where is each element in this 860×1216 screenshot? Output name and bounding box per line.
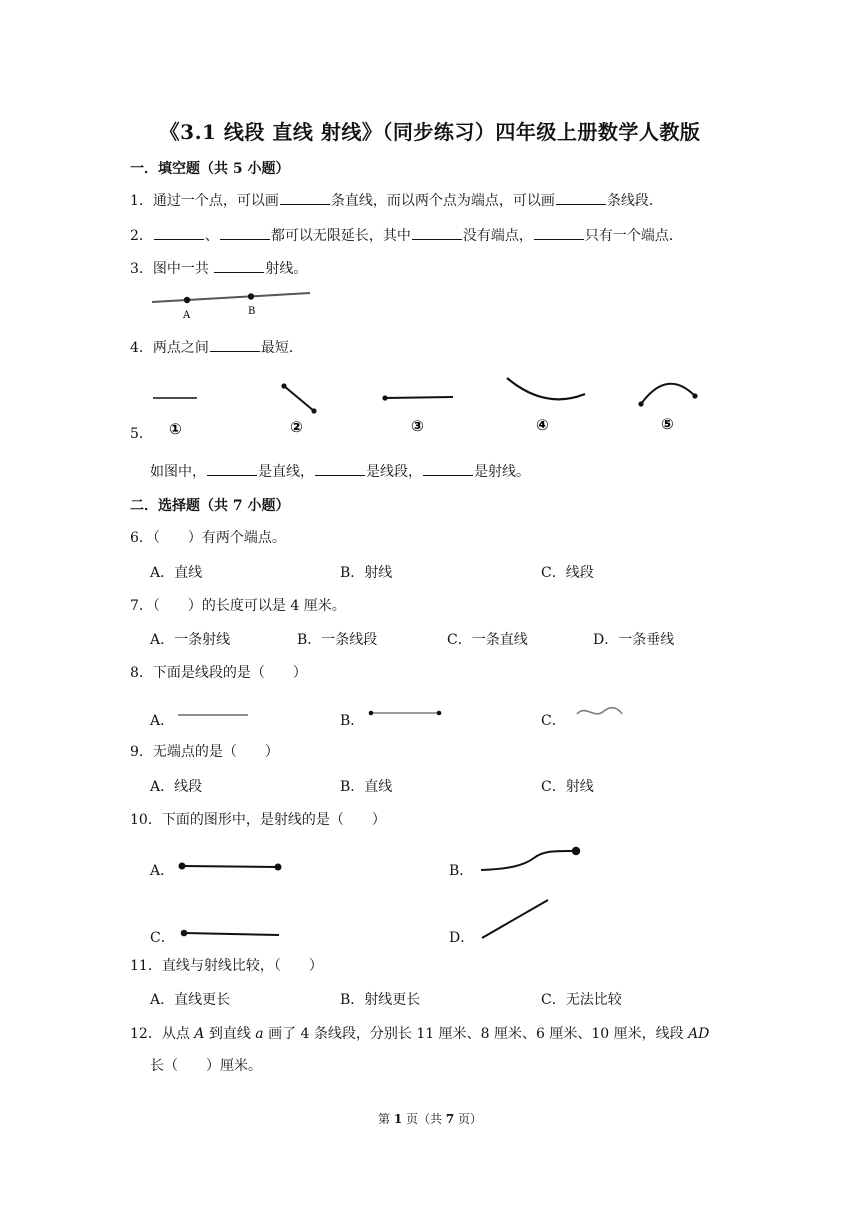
figure-4-mark: ④ xyxy=(536,416,549,434)
q12-text-d: 长（ xyxy=(150,1058,178,1074)
point-b-label: B xyxy=(248,306,256,317)
question-11 xyxy=(130,956,323,976)
option-b[interactable]: B．直线 xyxy=(340,779,393,795)
question-10 xyxy=(130,810,386,830)
q9-text-a: 9．无端点的是（ xyxy=(130,744,237,760)
question-3 xyxy=(130,258,307,279)
q10-option-a-figure xyxy=(175,858,285,874)
answer-blank[interactable] xyxy=(534,225,584,240)
q5-lines-figure xyxy=(145,372,715,438)
q4-text-b: 最短． xyxy=(260,340,303,356)
option-c[interactable]: C．射线 xyxy=(541,779,594,795)
option-c[interactable]: C． xyxy=(150,930,175,946)
endpoint-dot xyxy=(281,383,286,388)
q2-text-d: 没有端点， xyxy=(462,228,533,244)
q3-text-b: 射线。 xyxy=(265,261,308,277)
total-pages: 7 xyxy=(445,1112,455,1126)
question-4 xyxy=(130,337,303,358)
figure-4-curve xyxy=(507,378,585,399)
option-d[interactable]: D． xyxy=(449,930,475,946)
figure-3-ray xyxy=(385,397,453,398)
endpoint-dot xyxy=(692,393,697,398)
option-c[interactable]: C．一条直线 xyxy=(447,632,528,648)
figure-5-arc xyxy=(641,384,695,404)
option-d[interactable]: D．一条垂线 xyxy=(593,632,675,648)
q8-option-a-figure xyxy=(175,708,255,722)
option-c[interactable]: C．无法比较 xyxy=(541,992,622,1008)
question-2 xyxy=(130,225,683,246)
answer-blank[interactable] xyxy=(214,258,264,273)
page-number: 1 xyxy=(393,1112,403,1126)
q1-text-b: 条直线，而以两个点为端点，可以画 xyxy=(330,193,555,209)
slanted-line xyxy=(482,900,548,938)
option-b[interactable]: B．射线 xyxy=(340,565,393,581)
endpoint-dot xyxy=(638,401,643,406)
page-title: 《3.1 线段 直线 射线》（同步练习）四年级上册数学人教版 xyxy=(159,120,701,144)
point-a-dot xyxy=(184,297,190,303)
endpoint-dot xyxy=(179,863,186,870)
answer-blank[interactable] xyxy=(154,225,204,240)
q6-text-a: 6．（ xyxy=(130,530,160,546)
figure-5-mark: ⑤ xyxy=(661,415,674,433)
answer-blank[interactable] xyxy=(210,337,260,352)
question-6 xyxy=(130,528,286,548)
q10-option-b-figure xyxy=(478,842,588,876)
answer-blank[interactable] xyxy=(207,461,257,476)
footer-text-b: 页（共 xyxy=(402,1112,446,1126)
line-a-label: a xyxy=(255,1026,264,1042)
answer-blank[interactable] xyxy=(423,461,473,476)
option-b[interactable]: B． xyxy=(449,863,474,879)
figure-2-mark: ② xyxy=(290,418,303,436)
question-9 xyxy=(130,742,279,762)
option-a[interactable]: A． xyxy=(150,863,175,879)
endpoint-dot xyxy=(369,711,374,716)
page-footer xyxy=(0,1110,860,1127)
section-heading-choice: 二．选择题（共 7 小题） xyxy=(130,498,290,514)
answer-blank[interactable] xyxy=(220,225,270,240)
option-a[interactable]: A．直线 xyxy=(150,565,203,581)
option-a[interactable]: A．线段 xyxy=(150,779,203,795)
question-1 xyxy=(130,190,663,211)
option-c[interactable]: C． xyxy=(541,713,566,729)
footer-text-a: 第 xyxy=(377,1112,394,1126)
curved-line xyxy=(481,851,576,870)
point-a-label: A xyxy=(194,1026,205,1042)
option-a[interactable]: A．一条射线 xyxy=(150,632,231,648)
q5-text-a: 如图中， xyxy=(150,464,206,480)
endpoint-dot xyxy=(382,395,387,400)
q3-line-figure xyxy=(150,286,320,320)
q3-text-a: 3．图中一共 xyxy=(130,261,214,277)
line-stroke xyxy=(152,293,310,302)
point-a-label: A xyxy=(183,310,191,321)
q11-text-b: ） xyxy=(308,958,323,974)
q2-text-c: 都可以无限延长，其中 xyxy=(270,228,411,244)
q5-text-d: 是射线。 xyxy=(474,464,530,480)
q12-text-a: 12．从点 xyxy=(130,1026,195,1042)
footer-text-c: 页） xyxy=(454,1112,482,1126)
endpoint-dot xyxy=(181,930,188,937)
q7-text-b: ）的长度可以是 4 厘米。 xyxy=(187,598,346,614)
q8-option-c-figure xyxy=(574,702,629,722)
question-5-text xyxy=(150,461,530,482)
answer-blank[interactable] xyxy=(315,461,365,476)
segment-line xyxy=(182,866,278,867)
q8-text-a: 8．下面是线段的是（ xyxy=(130,665,265,681)
question-12-continued xyxy=(150,1056,262,1076)
q4-text-a: 4．两点之间 xyxy=(130,340,209,356)
option-b[interactable]: B． xyxy=(340,713,365,729)
q12-text-b: 到直线 xyxy=(204,1026,256,1042)
figure-2-segment xyxy=(284,386,314,411)
option-b[interactable]: B．一条线段 xyxy=(297,632,378,648)
q6-text-b: ）有两个端点。 xyxy=(187,530,286,546)
q10-text-a: 10．下面的图形中，是射线的是（ xyxy=(130,812,344,828)
q10-option-c-figure xyxy=(177,926,287,942)
q9-text-b: ） xyxy=(264,744,279,760)
ray-line xyxy=(184,933,279,935)
q12-text-e: ）厘米。 xyxy=(206,1058,262,1074)
answer-blank[interactable] xyxy=(556,190,606,205)
q2-text-e: 只有一个端点． xyxy=(584,228,683,244)
section-heading-fill-in: 一．填空题（共 5 小题） xyxy=(130,161,290,177)
answer-blank[interactable] xyxy=(280,190,330,205)
q11-text-a: 11．直线与射线比较，（ xyxy=(130,958,281,974)
q5-text-b: 是直线， xyxy=(258,464,314,480)
q10-option-d-figure xyxy=(478,896,558,944)
segment-ad-label: AD xyxy=(688,1026,710,1042)
endpoint-dot xyxy=(311,408,316,413)
endpoint-dot xyxy=(572,847,580,855)
wavy-curve xyxy=(577,708,622,714)
option-a[interactable]: A． xyxy=(150,713,175,729)
figure-1-mark: ① xyxy=(169,420,182,438)
q8-text-b: ） xyxy=(292,665,307,681)
endpoint-dot xyxy=(437,711,442,716)
option-a[interactable]: A．直线更长 xyxy=(150,992,231,1008)
q5-text-c: 是线段， xyxy=(366,464,422,480)
option-b[interactable]: B．射线更长 xyxy=(340,992,421,1008)
q12-text-c: 画了 4 条线段，分别长 11 厘米、8 厘米、6 厘米、10 厘米，线段 xyxy=(263,1026,689,1042)
q10-text-b: ） xyxy=(371,812,386,828)
option-c[interactable]: C．线段 xyxy=(541,565,594,581)
endpoint-dot xyxy=(275,864,282,871)
question-5-number: 5． xyxy=(130,426,153,442)
q1-text-c: 条线段． xyxy=(606,193,663,209)
point-b-dot xyxy=(248,293,254,299)
question-12 xyxy=(130,1024,709,1044)
q1-text-a: 1．通过一个点，可以画 xyxy=(130,193,279,209)
q7-text-a: 7．（ xyxy=(130,598,160,614)
q8-option-b-figure xyxy=(365,706,450,720)
q2-text-b: 、 xyxy=(204,228,219,244)
question-7 xyxy=(130,596,346,616)
question-8 xyxy=(130,663,307,683)
figure-3-mark: ③ xyxy=(411,417,424,435)
answer-blank[interactable] xyxy=(412,225,462,240)
q2-text-a: 2． xyxy=(130,228,153,244)
